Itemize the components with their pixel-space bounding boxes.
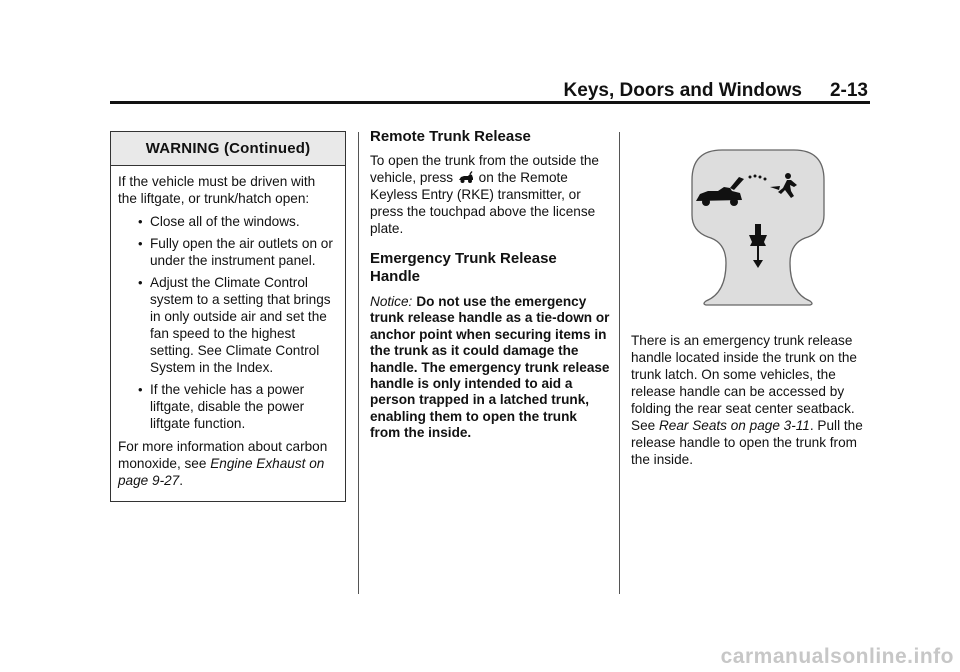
warning-more-info [118,438,337,489]
warning-bullet: • Fully open the air outlets on or under the instrument panel. [118,235,337,269]
warning-body [111,166,345,489]
more-info-text: For more information about carbon monoxide, see [118,439,328,471]
engine-exhaust-reference[interactable]: Engine Exhaust on page 9-27 [118,456,325,488]
handle-description-text [631,332,867,468]
trunk-release-key-icon [458,171,474,184]
remote-trunk-heading: Remote Trunk Release [370,128,531,145]
watermark: carmanualsonline.info [720,645,954,668]
header-rule [110,101,870,104]
more-info-end: . [179,473,184,488]
notice-label: Notice: [370,294,413,309]
column-divider-left [358,132,359,594]
notice-text: Do not use the emergency trunk release handle as a tie-down or anchor point when securing items in the trunk as it could damage the handle. The emergency trunk release handle is only intended to aid a person trapped in a latched trunk, enabling them to open the trunk from the inside. [370,294,610,441]
handle-description [631,332,867,468]
remote-text-before: To open the trunk from the outside the vehicle, press [370,153,599,185]
section-title: Keys, Doors and Windows [563,80,802,101]
warning-bullet: • Close all of the windows. [118,213,337,230]
notice-paragraph [370,294,610,442]
rear-seats-reference[interactable]: Rear Seats on page 3-11 [658,418,810,433]
warning-bullet-list [118,213,337,432]
middle-column [370,128,610,455]
warning-bullet: • Adjust the Climate Control system to a setting that brings in only outside air and set the fan speed to the highest setting. See Climate Control System in the Index. [118,274,337,376]
page-number: 2-13 [829,80,868,101]
warning-box [110,131,346,502]
warning-bullet: • If the vehicle has a power liftgate, disable the power liftgate function. [118,381,337,432]
emergency-trunk-release-handle-illustration [684,147,832,307]
warning-title: WARNING (Continued) [111,132,345,166]
column-divider-right [619,132,620,594]
handle-text-1: There is an emergency trunk release handle located inside the trunk on the trunk latch. On some vehicles, the release handle can be accessed by folding the rear seat center seatback. See [631,333,857,433]
remote-trunk-text [370,152,610,237]
warning-intro: If the vehicle must be driven with the liftgate, or trunk/hatch open: [118,174,316,206]
handle-text-2: . Pull the release handle to open the trunk from the inside. [631,418,863,467]
page-header [564,80,868,102]
remote-text-after: on the Remote Keyless Entry (RKE) transmitter, or press the touchpad above the license plate. [370,170,596,236]
emergency-release-heading: Emergency Trunk Release Handle [370,250,557,285]
